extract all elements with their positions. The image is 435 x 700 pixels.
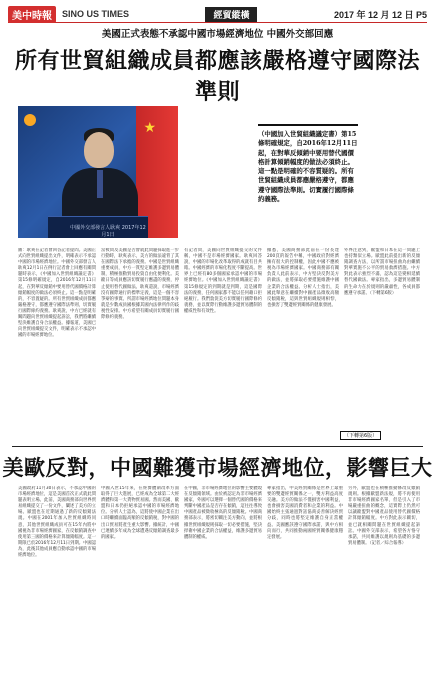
article-headline: 所有世貿組織成員都應該嚴格遵守國際法準則 [14,48,420,105]
article1-column-2: 當被問及美國是否會就此問題採取進一步行動時，耿爽表示，美方的做法違背了其在國際法下承擔的義務。中國是世貿組織重要成員，中方一貫堅定維護多邊貿易體制，積極推動貿易投資自由化便利化。美歐日等成員應該切實履行應盡的義務，停止使用替代國做法。耿爽還說，市場經濟沒有國際通行的標準定義，這是一個不容爭辯的事實。所謂市場經濟地位問題本身就是少數成員國根據其國內法律所作的歧視性安排。中方希望有關成員切實履行國際條約義務。 [101,248,179,321]
article2-column-5: 另外，歐盟也在積極推動修改反傾銷規則。根據歐盟新法規，將不再使用非市場經濟國家名單，但是引入了市場嚴重扭曲的概念，這實際上仍然可以讓歐盟對中國產品使用替代國價格計算傾銷幅度。中方對此表示關切，並已就相關問題在世貿組織提起訴訟。中國外交部表示，希望各方恪守承諾，共同維護以規則為基礎的多邊貿易體制。（記者／綜合報導） [348,486,420,546]
article2-headline: 美歐反對，中國難獲市場經濟地位，影響巨大 [2,455,433,480]
masthead [8,6,427,23]
article-subhead: 美國正式表態不承認中國市場經濟地位 中國外交部回應 [101,29,334,40]
masthead-brand [8,6,129,23]
photo-caption: 中國外交部發言人耿爽 2017年12月1日 [70,225,146,238]
section-divider [12,446,423,447]
page-dateline: 2017 年 12 月 12 日 P5 [333,9,427,20]
article2-column-3: 在中國，非市場經濟地位的影響主要體現在反傾銷領域。由於被認定為非市場經濟國家，外國可以選擇一個替代國的價格來判斷中國產品是否存在傾銷，這往往導致中國產品被徵收極高的反傾銷稅。中國商務部表示，將密切關注美方動向，並將根據世貿組織規則採取一切必要措施，堅決捍衛中國企業的合法權益，維護多邊貿易體制的權威。 [184,486,262,540]
article2-column-2: 中國入世15年來，在經濟體制改革方面取得了巨大進展，已經成為全球第二大經濟體和第一大貨物貿易國。然而美國、歐盟和日本仍拒絕承認中國的市場經濟地位。分析人士認為，這將使中國企業在出口時繼續面臨高額的反傾銷稅，對中國的出口貿易將產生重大影響。據統計，中國已連續多年成為全球遭遇反傾銷調查最多的國家。 [101,486,179,540]
emblem-icon [24,114,36,126]
section-tag: 經貿縱橫 [205,7,257,22]
newspaper-name: SINO US TIMES [62,9,130,19]
spokesperson-head [84,132,114,168]
article1-column-3: 有記者問，美國向世貿組織提交的文件稱，中國不是市場經濟國家。耿爽回答說，中國的市場化改革取得的成就有目共睹。中國經濟的市場化程度不斷提高。世界上已經有80多個國家承認中國的市場經濟地位。《中國加入世貿組織議定書》第15條規定的到期就是到期，這是國際法的義務，任何國家都不能以任何藉口拒絕履行。我們敦促美方切實履行國際條約義務，並以實際行動維護多邊貿易體制的權威性和有效性。 [184,248,262,314]
article2-column-4: 專家指出，中美經貿關係是世界上最重要的雙邊經貿關係之一，雙方利益高度交融。美方的做法不僅損害中國利益，也會損害美國消費者和企業的利益。中國始終主張通過對話協商妥善解決經貿分歧，同時也將堅定維護自身正當權益。美國應該遵守國際承諾，與中方相向而行，共同推動兩國經貿關係健康穩定發展。 [267,486,343,540]
article-photo [18,106,178,238]
article1-column-5: 外界注意到，歐盟和日本在這一問題上也持類似立場。歐盟此前提出新的反傾銷調查方法，以所謂市場扭曲為由繼續對華實施不公平的貿易救濟措施。中方對此表示強烈不滿，認為這是變相延續替代國做法。專家指出，多邊貿易體制的生命力在於規則的嚴肅性，各成員都應遵守承諾。（下轉第6版） [344,248,420,296]
article1-column-4: 據悉，美國商務部此前在一份長達200頁的報告中稱，中國政府對經濟擁有很大的控制權，因此中國不應被視為市場經濟國家。中國商務部有關負責人此前表示，中方堅決反對美方的做法，並將採取必要措施維護中國企業的合法權益。分析人士指出，美國此舉意在繼續對中國產品徵收高額反傾銷稅，這與世貿組織規則相悖，也損害了雙邊經貿關係的健康發展。 [267,248,339,308]
article1-column-1: 圖：耿爽在記者會回答記者提問。美國正式向世貿組織提出文件，明確表示不承認中國的市場經濟地位。中國外交部發言人耿爽12月1日在例行記者會上回應有關問題時表示，《中國加入世貿組織議定書》第15條明確規定，自2016年12月11日起，在對華反傾銷中要用替代國價格計算傾銷幅度的做法必須終止。這一點是明確的，不容置疑的。所有世貿組織成員都應嚴格遵守，都應遵守國際法準則，切實履行國際條約義務。耿爽說，中方已經就有關問題向世貿組織提起訴訟，我們將繼續堅決維護自身合法權益。據報道，美國已向世貿組織提交文件，明確表示不承認中國的市場經濟地位。 [18,248,96,339]
newspaper-logo: 美中時報 [8,6,56,23]
star-icon: ★ [143,120,156,136]
pull-quote: （中國加入世貿組織議定書）第15條明確規定，自2016年12月11日起，在對華反傾銷中要用替代國價格計算傾銷幅度的做法必須終止。這一點是明確的不容質疑的。所有世貿組織成員都應嚴格遵守，都應遵守國際法準則。切實履行國際條約義務。 [258,124,358,204]
article2-column-1: 美國政府11月30日表示，不承認中國的市場經濟地位，這是美國首次正式就此問題表明立場。此前，美國商務部向世界貿易組織提交了一份文件，闡述了美方的立場。歐盟也在近期通過了新的反傾銷法規。中國在2001年加入世貿組織時同意，其他世貿組織成員可在15年內將中國視為非市場經濟國家，在反傾銷調查中使用第三國的價格來計算傾銷幅度。這一期限已於2016年12月11日到期。中國認為，此後其他成員應自動承認中國的市場經濟地位。 [18,486,96,559]
continued-note: （下轉第6版） [340,431,381,440]
spokesperson-tie [97,170,103,198]
